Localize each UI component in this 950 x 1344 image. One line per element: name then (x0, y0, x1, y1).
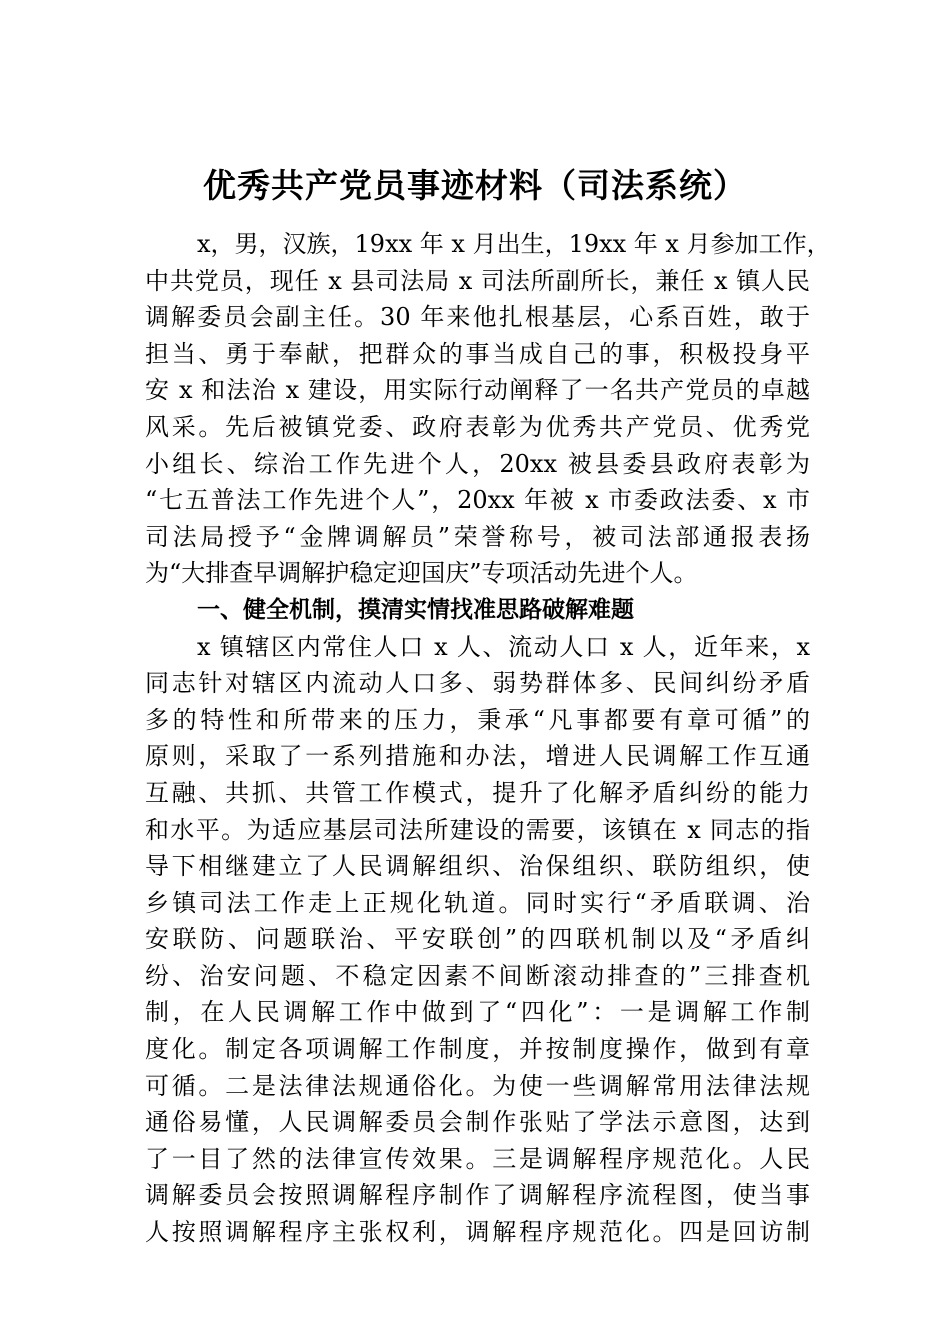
paragraph-line: 人按照调解程序主张权利，调解程序规范化。四是回访制 (145, 1218, 810, 1247)
paragraph-line: 纷、治安问题、不稳定因素不间断滚动排查的”三排查机 (145, 961, 810, 990)
paragraph-line: 多的特性和所带来的压力，秉承“凡事都要有章可循”的 (145, 705, 810, 734)
paragraph-line: 同志针对辖区内流动人口多、弱势群体多、民间纠纷矛盾 (145, 669, 810, 698)
paragraph-line: 原则，采取了一系列措施和办法，增进人民调解工作互通 (145, 742, 810, 771)
paragraph-line: 度化。制定各项调解工作制度，并按制度操作，做到有章 (145, 1035, 810, 1064)
paragraph-line: 安 x 和法治 x 建设，用实际行动阐释了一名共产党员的卓越 (145, 376, 810, 405)
paragraph-line: 风采。先后被镇党委、政府表彰为优秀共产党员、优秀党 (145, 412, 810, 441)
paragraph-line: 小组长、综治工作先进个人，20xx 被县委县政府表彰为 (145, 449, 810, 478)
paragraph-line: 乡镇司法工作走上正规化轨道。同时实行“矛盾联调、治 (145, 888, 810, 917)
paragraph-line: 互融、共抓、共管工作模式，提升了化解矛盾纠纷的能力 (145, 778, 810, 807)
document-body (145, 226, 831, 1251)
paragraph-line: 安联防、问题联治、平安联创”的四联机制以及“矛盾纠 (145, 925, 810, 954)
paragraph-line: 调解委员会副主任。30 年来他扎根基层，心系百姓，敢于 (145, 303, 810, 332)
paragraph-line: 司法局授予“金牌调解员”荣誉称号，被司法部通报表扬 (145, 522, 810, 551)
paragraph-line: 和水平。为适应基层司法所建设的需要，该镇在 x 同志的指 (145, 815, 810, 844)
paragraph-line: 制，在人民调解工作中做到了“四化”：一是调解工作制 (145, 998, 810, 1027)
paragraph-line: 了一目了然的法律宣传效果。三是调解程序规范化。人民 (145, 1144, 810, 1173)
section-heading: 一、健全机制，摸清实情找准思路破解难题 (197, 596, 634, 623)
paragraph-line: 为“大排查早调解护稳定迎国庆”专项活动先进个人。 (145, 559, 698, 588)
paragraph-line: 担当、勇于奉献，把群众的事当成自己的事，积极投身平 (145, 339, 810, 368)
paragraph-line: x，男，汉族，19xx 年 x 月出生，19xx 年 x 月参加工作， (197, 230, 831, 258)
paragraph-line: 可循。二是法律法规通俗化。为使一些调解常用法律法规 (145, 1071, 810, 1100)
paragraph-line: 调解委员会按照调解程序制作了调解程序流程图，使当事 (145, 1181, 810, 1210)
paragraph-line: 中共党员，现任 x 县司法局 x 司法所副所长，兼任 x 镇人民 (145, 266, 810, 295)
document-title: 优秀共产党员事迹材料（司法系统） (203, 166, 747, 205)
paragraph-line: 导下相继建立了人民调解组织、治保组织、联防组织，使 (145, 852, 810, 881)
paragraph-line: x 镇辖区内常住人口 x 人、流动人口 x 人，近年来，x (197, 632, 810, 661)
paragraph-line: 通俗易懂，人民调解委员会制作张贴了学法示意图，达到 (145, 1108, 810, 1137)
paragraph-line: “七五普法工作先进个人”，20xx 年被 x 市委政法委、x 市 (145, 486, 810, 515)
